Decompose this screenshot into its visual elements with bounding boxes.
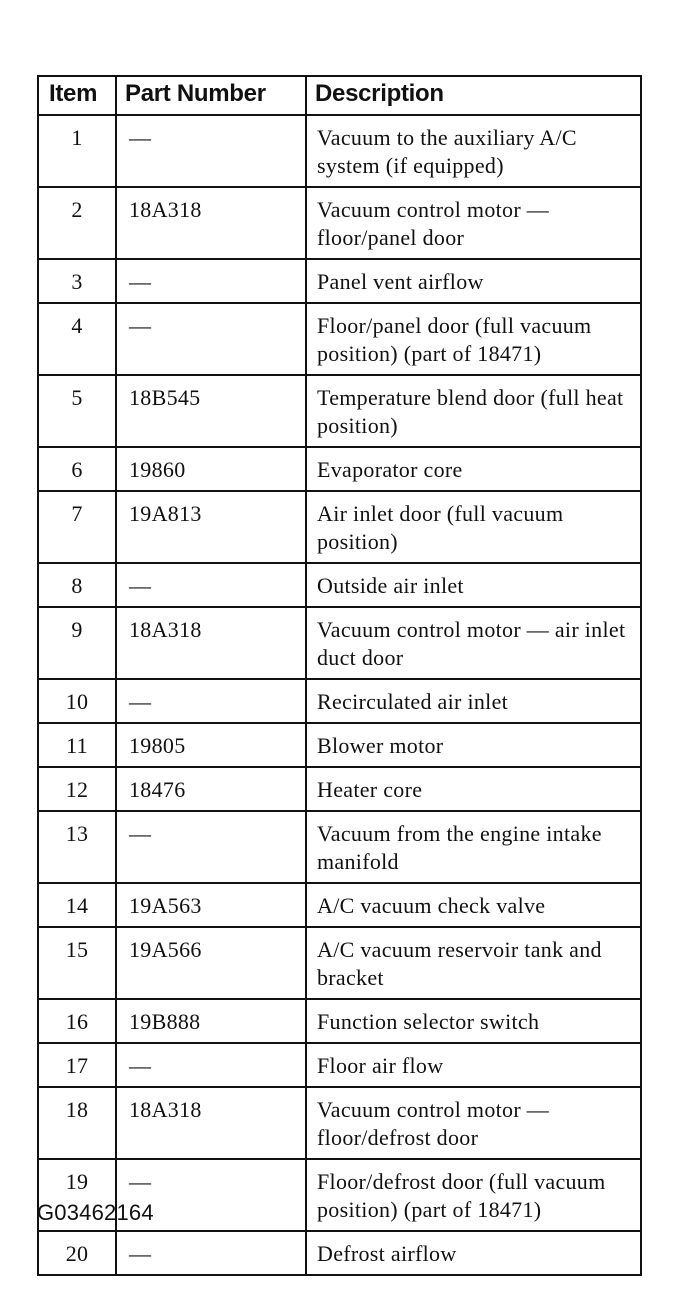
- description: Temperature blend door (full heat position): [306, 375, 641, 447]
- table-body: [38, 115, 641, 1275]
- table-row: [38, 1231, 641, 1275]
- description: A/C vacuum reservoir tank and bracket: [306, 927, 641, 999]
- part-number: —: [116, 1231, 306, 1275]
- table-row: [38, 607, 641, 679]
- item-number: 17: [38, 1043, 116, 1087]
- header-description: Description: [306, 76, 641, 115]
- item-number: 20: [38, 1231, 116, 1275]
- description: Vacuum control motor — floor/defrost door: [306, 1087, 641, 1159]
- header-item: Item: [38, 76, 116, 115]
- table-row: [38, 491, 641, 563]
- table-row: [38, 447, 641, 491]
- description: Vacuum to the auxiliary A/C system (if equipped): [306, 115, 641, 187]
- table-row: [38, 723, 641, 767]
- part-number: —: [116, 679, 306, 723]
- parts-table: [37, 75, 642, 1276]
- part-number: 19B888: [116, 999, 306, 1043]
- table-row: [38, 259, 641, 303]
- item-number: 3: [38, 259, 116, 303]
- item-number: 19: [38, 1159, 116, 1231]
- table-row: [38, 999, 641, 1043]
- part-number: —: [116, 1043, 306, 1087]
- table-row: [38, 187, 641, 259]
- table-row: [38, 883, 641, 927]
- item-number: 4: [38, 303, 116, 375]
- item-number: 15: [38, 927, 116, 999]
- item-number: 2: [38, 187, 116, 259]
- description: Vacuum control motor — air inlet duct door: [306, 607, 641, 679]
- header-part-number: Part Number: [116, 76, 306, 115]
- item-number: 12: [38, 767, 116, 811]
- table-row: [38, 1087, 641, 1159]
- item-number: 18: [38, 1087, 116, 1159]
- figure-id: G03462164: [37, 1200, 154, 1225]
- part-number: —: [116, 259, 306, 303]
- description: A/C vacuum check valve: [306, 883, 641, 927]
- description: Floor/defrost door (full vacuum position) (part of 18471): [306, 1159, 641, 1231]
- header-row: [38, 76, 641, 115]
- part-number: —: [116, 563, 306, 607]
- table-row: [38, 115, 641, 187]
- part-number: 19A566: [116, 927, 306, 999]
- part-number: —: [116, 1159, 306, 1231]
- table-row: [38, 303, 641, 375]
- description: Function selector switch: [306, 999, 641, 1043]
- item-number: 7: [38, 491, 116, 563]
- description: Heater core: [306, 767, 641, 811]
- table-row: [38, 375, 641, 447]
- description: Floor/panel door (full vacuum position) (part of 18471): [306, 303, 641, 375]
- part-number: —: [116, 115, 306, 187]
- item-number: 11: [38, 723, 116, 767]
- table-row: [38, 679, 641, 723]
- description: Evaporator core: [306, 447, 641, 491]
- item-number: 8: [38, 563, 116, 607]
- item-number: 6: [38, 447, 116, 491]
- part-number: 18B545: [116, 375, 306, 447]
- part-number: —: [116, 811, 306, 883]
- description: Recirculated air inlet: [306, 679, 641, 723]
- description: Vacuum control motor — floor/panel door: [306, 187, 641, 259]
- table-row: [38, 927, 641, 999]
- part-number: 18476: [116, 767, 306, 811]
- part-number: 18A318: [116, 1087, 306, 1159]
- table-row: [38, 811, 641, 883]
- part-number: 19860: [116, 447, 306, 491]
- description: Blower motor: [306, 723, 641, 767]
- description: Panel vent airflow: [306, 259, 641, 303]
- item-number: 14: [38, 883, 116, 927]
- description: Air inlet door (full vacuum position): [306, 491, 641, 563]
- part-number: 18A318: [116, 607, 306, 679]
- item-number: 5: [38, 375, 116, 447]
- description: Defrost airflow: [306, 1231, 641, 1275]
- item-number: 10: [38, 679, 116, 723]
- table-row: [38, 563, 641, 607]
- part-number: 19A813: [116, 491, 306, 563]
- item-number: 9: [38, 607, 116, 679]
- item-number: 1: [38, 115, 116, 187]
- part-number: 19A563: [116, 883, 306, 927]
- part-number: 19805: [116, 723, 306, 767]
- description: Outside air inlet: [306, 563, 641, 607]
- item-number: 16: [38, 999, 116, 1043]
- part-number: —: [116, 303, 306, 375]
- table-row: [38, 1043, 641, 1087]
- description: Floor air flow: [306, 1043, 641, 1087]
- table-row: [38, 767, 641, 811]
- part-number: 18A318: [116, 187, 306, 259]
- item-number: 13: [38, 811, 116, 883]
- description: Vacuum from the engine intake manifold: [306, 811, 641, 883]
